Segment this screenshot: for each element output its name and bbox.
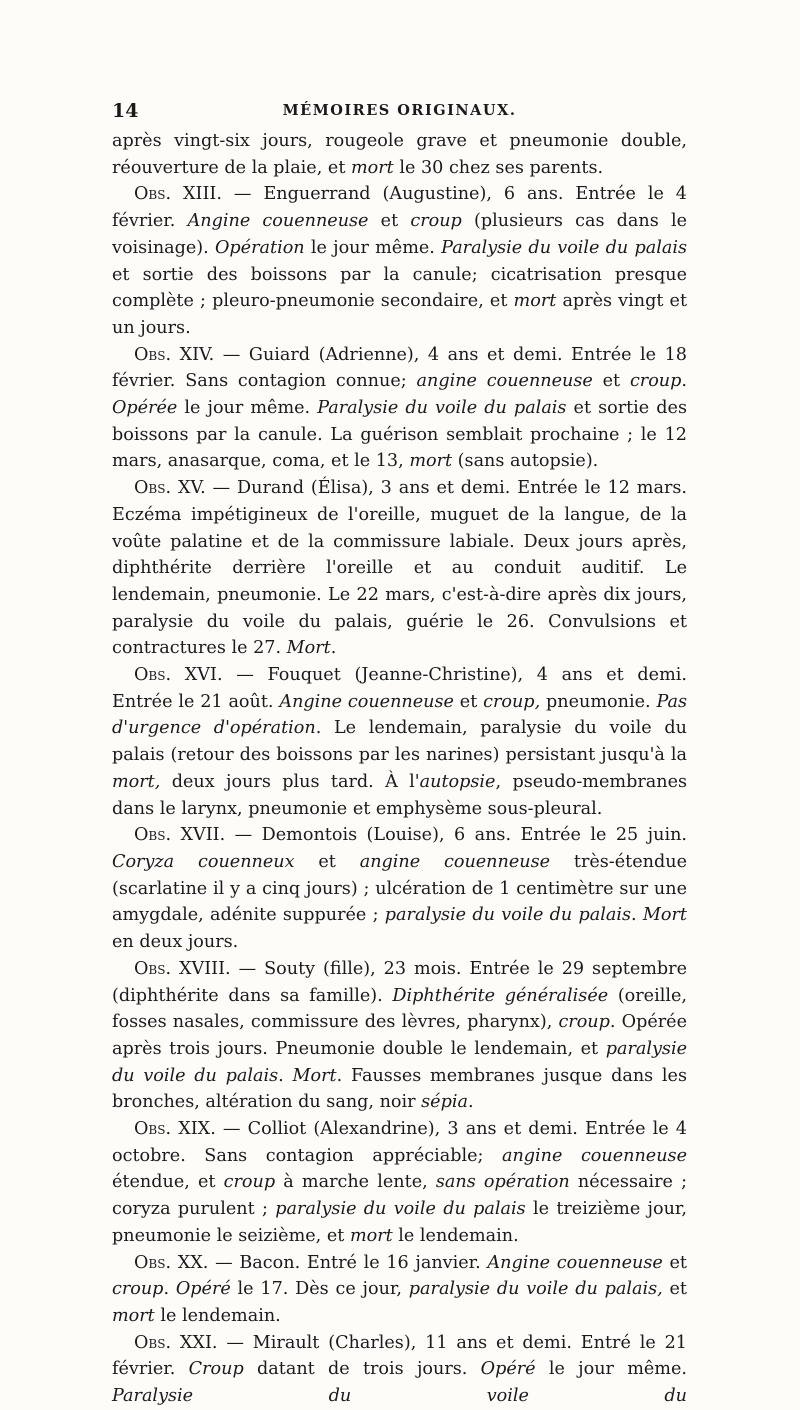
- italic-term: mort: [349, 1225, 393, 1246]
- observation-label: Obs.: [134, 344, 172, 365]
- italic-term: Angine couenneuse: [187, 211, 369, 232]
- observation-paragraph: [112, 1116, 687, 1250]
- italic-term: Opération: [215, 237, 305, 258]
- text-run: et: [662, 1279, 688, 1300]
- italic-term: Mort: [286, 638, 331, 659]
- text-run: .: [330, 638, 337, 659]
- text-run: et: [368, 211, 411, 232]
- italic-term: Opérée: [112, 398, 178, 419]
- text-run: très-étendue (scarlatine il y a cinq jours) ; ulcération de 1 centimètre sur une amygdale, adénite suppurée ;: [112, 851, 687, 926]
- text-run: nécessaire ; coryza purulent ;: [112, 1172, 688, 1220]
- italic-term: croup,: [483, 691, 541, 712]
- observation-paragraph: [112, 1330, 687, 1410]
- italic-term: paralysie du voile du palais,: [408, 1279, 663, 1300]
- text-run: XXI. — Mirault (Charles), 11 ans et demi. Entré le 21 février.: [112, 1332, 687, 1380]
- text-run: et sortie des boissons par la canule. La guérison semblait prochaine ; le 12 mars, anasarque, coma, et le 13,: [112, 398, 687, 472]
- page-body: [112, 128, 687, 1410]
- observation-paragraph: [112, 475, 687, 662]
- text-run: le 30 chez ses parents.: [393, 157, 604, 178]
- observation-label: Obs.: [134, 184, 172, 205]
- observation-label: Obs.: [134, 1119, 172, 1140]
- observation-paragraph: [112, 956, 687, 1116]
- observation-paragraph: [112, 342, 687, 476]
- text-run: le lendemain.: [392, 1225, 519, 1246]
- observation-paragraph: [112, 128, 687, 181]
- text-run: et: [592, 371, 630, 392]
- text-run: .: [278, 1065, 293, 1086]
- text-run: .: [631, 905, 643, 926]
- italic-term: Mort: [292, 1065, 337, 1086]
- italic-term: mort: [409, 451, 453, 472]
- text-run: .: [163, 1279, 176, 1300]
- text-run: . Le lendemain, paralysie du voile du palais (retour des boissons par les narines) persistant jusqu'à la: [112, 718, 687, 766]
- text-run: , pseudo-membranes dans le larynx, pneumonie et emphysème sous-pleural.: [112, 771, 688, 819]
- text-run: XIV. — Guiard (Adrienne), 4 ans et demi. Entrée le 18 février. Sans contagion connue;: [112, 344, 687, 392]
- text-run: après vingt-six jours, rougeole grave et pneumonie double, réouverture de la plaie, et: [112, 131, 687, 178]
- italic-term: Croup: [188, 1359, 244, 1380]
- italic-term: croup: [223, 1172, 276, 1193]
- page-header: [112, 100, 687, 124]
- running-title: MÉMOIRES ORIGINAUX.: [282, 102, 517, 119]
- observation-label: Obs.: [134, 1252, 172, 1273]
- text-run: à marche lente,: [275, 1172, 436, 1193]
- text-run: .: [681, 371, 687, 392]
- observation-paragraph: [112, 1250, 687, 1330]
- text-run: (oreille, fosses nasales, commissure des lèvres, pharynx),: [112, 985, 687, 1033]
- italic-term: mort: [513, 291, 557, 312]
- text-run: le 17. Dès ce jour,: [230, 1279, 409, 1300]
- text-run: . Fausses membranes jusque dans les bronches, altération du sang, noir: [112, 1065, 687, 1113]
- observation-label: Obs.: [134, 478, 172, 499]
- observation-label: Obs.: [134, 958, 172, 979]
- italic-term: sans opération: [435, 1172, 570, 1193]
- italic-term: paralysie du voile du palais: [384, 905, 632, 926]
- italic-term: Paralysie du voile du palais: [441, 237, 688, 258]
- observation-label: Obs.: [134, 665, 172, 686]
- observation-label: Obs.: [134, 825, 172, 846]
- text-run: . Opérée après trois jours. Pneumonie double le lendemain, et: [112, 1012, 687, 1059]
- text-run: XX. — Bacon. Entré le 16 janvier.: [171, 1252, 488, 1273]
- italic-term: paralysie du voile du palais: [112, 1038, 687, 1086]
- italic-term: Diphthérite généralisée: [392, 985, 609, 1006]
- italic-term: Paralysie du voile du palais: [317, 398, 567, 419]
- italic-term: Paralysie du voile du: [112, 1386, 687, 1407]
- text-run: deux jours plus tard. À l': [160, 771, 420, 792]
- italic-term: mort: [350, 157, 394, 178]
- observation-paragraph: [112, 181, 687, 341]
- text-run: le jour même.: [177, 398, 318, 419]
- text-run: XV. — Durand (Élisa), 3 ans et demi. Entrée le 12 mars. Eczéma impétigineux de l'oreille, muguet de la langue, de la voûte palatine et de la commissure labiale. Deux jours après, diphthérite derrière l'oreille et au conduit auditif. Le lendemain, pneumonie. Le 22 mars, c'est-à-dire après dix jours, paralysie du voile du palais, guérie le 26. Convulsions et contractures le 27.: [112, 478, 687, 659]
- italic-term: mort,: [112, 771, 161, 792]
- text-run: étendue, et: [112, 1172, 224, 1193]
- text-run: pneumonie.: [540, 691, 657, 712]
- italic-term: Angine couenneuse: [279, 691, 454, 712]
- italic-term: croup: [629, 371, 682, 392]
- italic-term: Opéré: [175, 1279, 231, 1300]
- italic-term: angine couenneuse: [501, 1145, 687, 1166]
- text-run: après vingt et un jours.: [112, 291, 688, 338]
- text-run: et: [453, 691, 484, 712]
- text-run: et sortie des boissons par la canule; cicatrisation presque complète ; pleuro-pneumonie secondaire, et: [112, 264, 687, 312]
- text-run: le jour même.: [535, 1359, 687, 1380]
- text-run: XVII. — Demontois (Louise), 6 ans. Entrée le 25 juin.: [171, 825, 687, 846]
- text-run: XVI. — Fouquet (Jeanne-Christine), 4 ans et demi. Entrée le 21 août.: [112, 665, 687, 712]
- italic-term: Pas d'urgence d'opération: [112, 691, 688, 739]
- text-run: et: [662, 1252, 687, 1273]
- text-run: le jour même.: [304, 237, 442, 258]
- text-run: XIII. — Enguerrand (Augustine), 6 ans. Entrée le 4 février.: [112, 184, 687, 232]
- italic-term: angine couenneuse: [359, 851, 551, 872]
- italic-term: Angine couenneuse: [487, 1252, 663, 1273]
- italic-term: croup: [410, 211, 462, 232]
- observation-label: Obs.: [134, 1332, 172, 1353]
- italic-term: croup: [112, 1279, 164, 1300]
- italic-term: angine couenneuse: [416, 371, 593, 392]
- text-run: .: [467, 1092, 474, 1113]
- text-run: (sans autopsie).: [452, 451, 599, 472]
- text-run: le lendemain.: [154, 1305, 281, 1326]
- observation-paragraph: [112, 822, 687, 956]
- text-run: XVIII. — Souty (fille), 23 mois. Entrée le 29 septembre (diphthérite dans sa famille).: [112, 958, 687, 1006]
- italic-term: Opéré: [480, 1359, 536, 1380]
- italic-term: Coryza couenneux: [112, 851, 295, 872]
- text-run: datant de trois jours.: [243, 1359, 481, 1380]
- italic-term: autopsie: [419, 771, 496, 792]
- text-run: (plusieurs cas dans le voisinage).: [112, 211, 687, 258]
- italic-term: croup: [558, 1012, 610, 1033]
- italic-term: sépia: [421, 1092, 468, 1113]
- italic-term: paralysie du voile du palais: [275, 1199, 526, 1220]
- page-number: 14: [112, 100, 139, 122]
- observation-paragraph: [112, 662, 687, 822]
- text-run: et: [294, 851, 360, 872]
- italic-term: Mort: [642, 905, 687, 926]
- italic-term: mort: [112, 1305, 155, 1326]
- text-run: XIX. — Colliot (Alexandrine), 3 ans et demi. Entrée le 4 octobre. Sans contagion appréciable;: [112, 1119, 687, 1166]
- text-run: en deux jours.: [112, 932, 239, 953]
- text-run: le treizième jour, pneumonie le seizième, et: [112, 1199, 687, 1246]
